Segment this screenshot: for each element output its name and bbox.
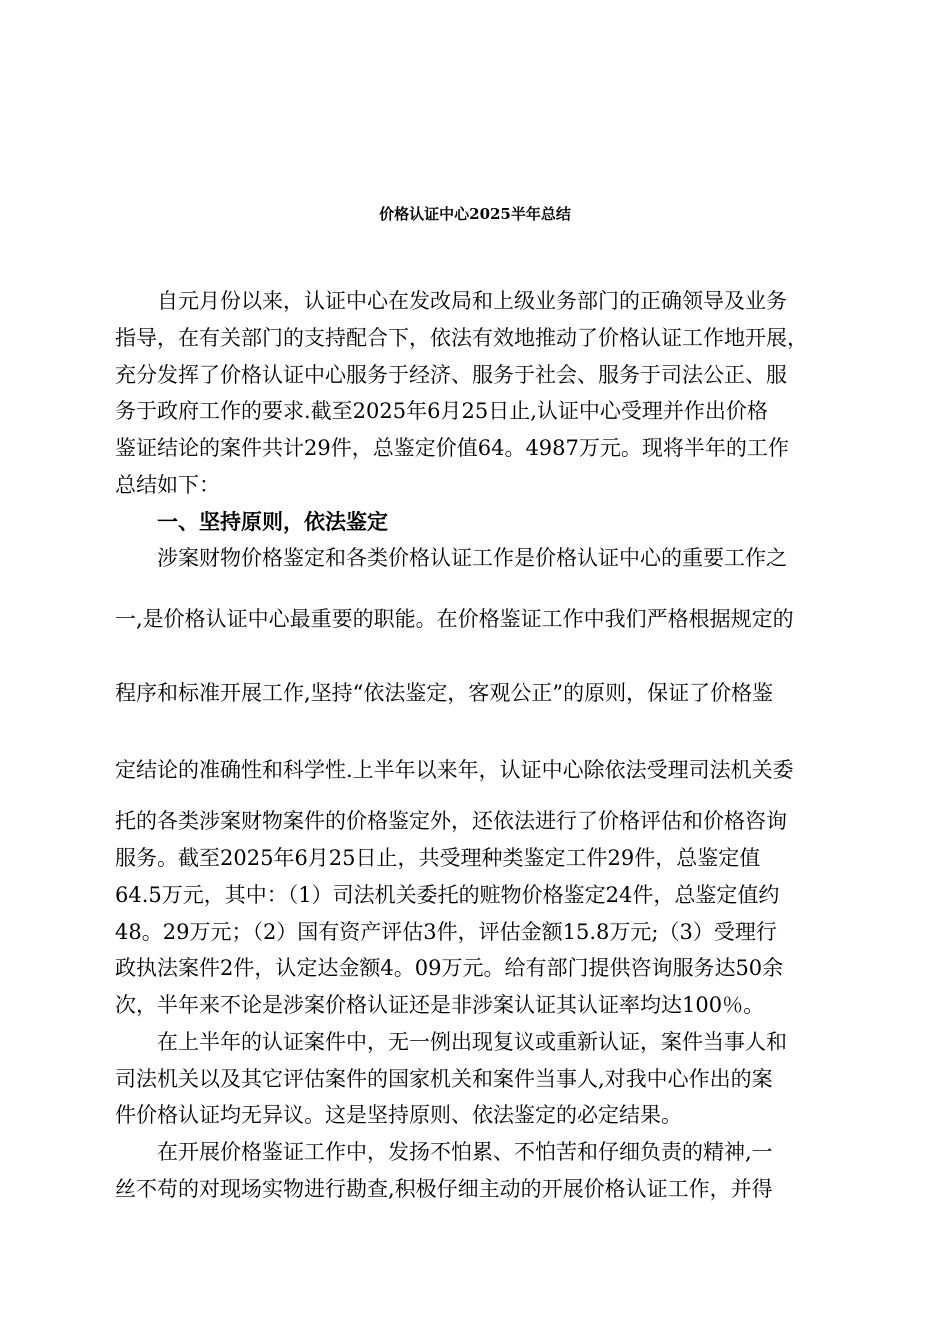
paragraph-line: 总结如下： <box>115 473 220 497</box>
paragraph-line: 64.5万元，其中：（1）司法机关委托的赃物价格鉴定24件，总鉴定值约 <box>115 883 780 907</box>
paragraph-line: 48。29万元；（2）国有资产评估3件，评估金额15.8万元;（3）受理行 <box>115 920 777 944</box>
section-heading: 一、坚持原则，依法鉴定 <box>157 509 388 534</box>
paragraph-line: 一,是价格认证中心最重要的职能。在价格鉴证工作中我们严格根据规定的 <box>115 607 794 631</box>
paragraph-line: 在上半年的认证案件中，无一例出现复议或重新认证，案件当事人和 <box>157 1030 787 1054</box>
paragraph-line: 定结论的准确性和科学性.上半年以来年，认证中心除依法受理司法机关委 <box>115 758 794 782</box>
paragraph-line: 充分发挥了价格认证中心服务于经济、服务于社会、服务于司法公正、服 <box>115 363 787 387</box>
paragraph-line: 自元月份以来，认证中心在发改局和上级业务部门的正确领导及业务 <box>157 289 787 313</box>
paragraph-line: 政执法案件2件，认定达金额4。09万元。给有部门提供咨询服务达50余 <box>115 956 784 980</box>
paragraph-line: 指导，在有关部门的支持配合下，依法有效地推动了价格认证工作地开展， <box>115 326 808 350</box>
paragraph-line: 次，半年来不论是涉案价格认证还是非涉案认证其认证率均达100％。 <box>115 993 765 1017</box>
paragraph-line: 件价格认证均无异议。这是坚持原则、依法鉴定的必定结果。 <box>115 1103 682 1127</box>
document-title: 价格认证中心2025半年总结 <box>379 205 571 223</box>
paragraph-line: 鉴证结论的案件共计29件，总鉴定价值64。4987万元。现将半年的工作 <box>115 436 789 460</box>
paragraph-line: 服务。截至2025年6月25日止，共受理种类鉴定工件29件，总鉴定值 <box>115 846 761 870</box>
paragraph-line: 务于政府工作的要求.截至2025年6月25日止,认证中心受理并作出价格 <box>115 399 768 423</box>
paragraph-line: 程序和标准开展工作,坚持“依法鉴定，客观公正”的原则，保证了价格鉴 <box>115 681 774 705</box>
paragraph-line: 涉案财物价格鉴定和各类价格认证工作是价格认证中心的重要工作之 <box>157 546 787 570</box>
paragraph-line: 在开展价格鉴证工作中，发扬不怕累、不怕苦和仔细负责的精神,一 <box>157 1140 773 1164</box>
paragraph-line: 司法机关以及其它评估案件的国家机关和案件当事人,对我中心作出的案 <box>115 1067 773 1091</box>
paragraph-line: 托的各类涉案财物案件的价格鉴定外，还依法进行了价格评估和价格咨询 <box>115 809 787 833</box>
paragraph-line: 丝不苟的对现场实物进行勘查,积极仔细主动的开展价格认证工作，并得 <box>115 1177 773 1201</box>
